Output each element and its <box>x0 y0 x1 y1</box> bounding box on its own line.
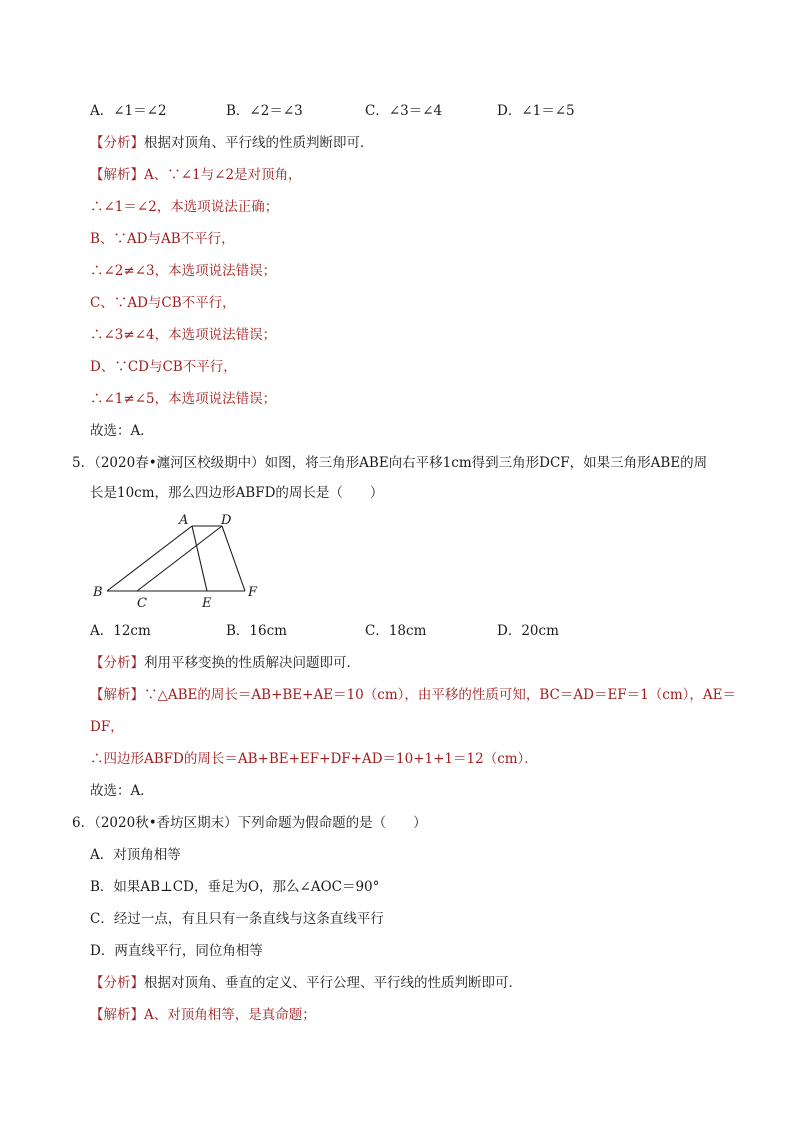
label-a: A <box>179 513 189 528</box>
q4-solution-line-6: ∴∠3≠∠4，本选项说法错误； <box>90 327 277 343</box>
q4-option-a: A．∠1＝∠2 <box>90 103 167 119</box>
q5-stem-line-1: 5．（2020春•瀍河区校级期中）如图，将三角形ABE向右平移1cm得到三角形DCF，如果三角形ABE的周 <box>72 455 708 471</box>
analysis-text: 根据对顶角、垂直的定义、平行公理、平行线的性质判断即可． <box>144 975 522 991</box>
q4-solution-line-2: ∴∠1＝∠2，本选项说法正确； <box>90 199 279 215</box>
q4-analysis <box>90 133 374 153</box>
analysis-text: 根据对顶角、平行线的性质判断即可． <box>144 135 374 151</box>
q6-option-c: C．经过一点，有且只有一条直线与这条直线平行 <box>90 911 384 927</box>
label-e: E <box>202 596 212 611</box>
label-f: F <box>248 585 258 600</box>
q5-answer: 故选：A． <box>90 783 154 799</box>
segment-df <box>222 526 245 591</box>
q5-option-a: A．12cm <box>90 623 151 639</box>
solution-text: A、对顶角相等，是真命题； <box>144 1007 316 1023</box>
q5-option-d: D．20cm <box>497 623 559 639</box>
q4-solution-line-4: ∴∠2≠∠3，本选项说法错误； <box>90 263 277 279</box>
q6-option-b: B．如果AB⊥CD，垂足为O，那么∠AOC＝90° <box>90 879 380 895</box>
q6-option-d: D．两直线平行，同位角相等 <box>90 943 263 959</box>
solution-tag: 【解析】 <box>90 167 144 183</box>
solution-text: A、∵∠1与∠2是对顶角， <box>144 167 302 183</box>
label-d: D <box>221 513 232 528</box>
q4-solution-line-1 <box>90 165 302 185</box>
solution-tag: 【解析】 <box>90 687 144 703</box>
q5-analysis <box>90 653 360 673</box>
q4-option-b: B．∠2＝∠3 <box>226 103 303 119</box>
q6-analysis <box>90 973 522 993</box>
q4-option-d: D．∠1＝∠5 <box>497 103 575 119</box>
segment-ae <box>192 526 207 591</box>
q5-stem-line-2: 长是10cm，那么四边形ABFD的周长是（ ） <box>90 485 384 501</box>
q5-option-c: C．18cm <box>365 623 427 639</box>
label-b: B <box>93 585 103 600</box>
solution-tag: 【解析】 <box>90 1007 144 1023</box>
q5-option-b: B．16cm <box>226 623 287 639</box>
q4-option-c: C．∠3＝∠4 <box>365 103 443 119</box>
q4-answer: 故选：A． <box>90 423 154 439</box>
q4-solution-line-5: C、∵AD与CB不平行， <box>90 295 236 311</box>
q5-solution-line-1 <box>90 685 736 705</box>
analysis-text: 利用平移变换的性质解决问题即可． <box>144 655 360 671</box>
label-c: C <box>137 596 147 611</box>
q4-solution-line-3: B、∵AD与AB不平行， <box>90 231 235 247</box>
q4-solution-line-7: D、∵CD与CB不平行， <box>90 359 237 375</box>
analysis-tag: 【分析】 <box>90 135 144 151</box>
q5-figure <box>85 508 285 613</box>
q5-solution-line-2: DF， <box>90 719 124 735</box>
analysis-tag: 【分析】 <box>90 655 144 671</box>
q6-stem: 6．（2020秋•香坊区期末）下列命题为假命题的是（ ） <box>72 815 427 831</box>
q6-solution-line-1 <box>90 1005 316 1025</box>
q4-solution-line-8: ∴∠1≠∠5，本选项说法错误； <box>90 391 277 407</box>
q5-solution-line-3: ∴四边形ABFD的周长＝AB+BE+EF+DF+AD＝10+1+1＝12（cm）． <box>90 751 538 767</box>
analysis-tag: 【分析】 <box>90 975 144 991</box>
q6-option-a: A．对顶角相等 <box>90 847 181 863</box>
solution-text: ∵△ABE的周长＝AB+BE+AE＝10（cm），由平移的性质可知，BC＝AD＝EF＝1（cm），AE＝ <box>144 687 736 703</box>
